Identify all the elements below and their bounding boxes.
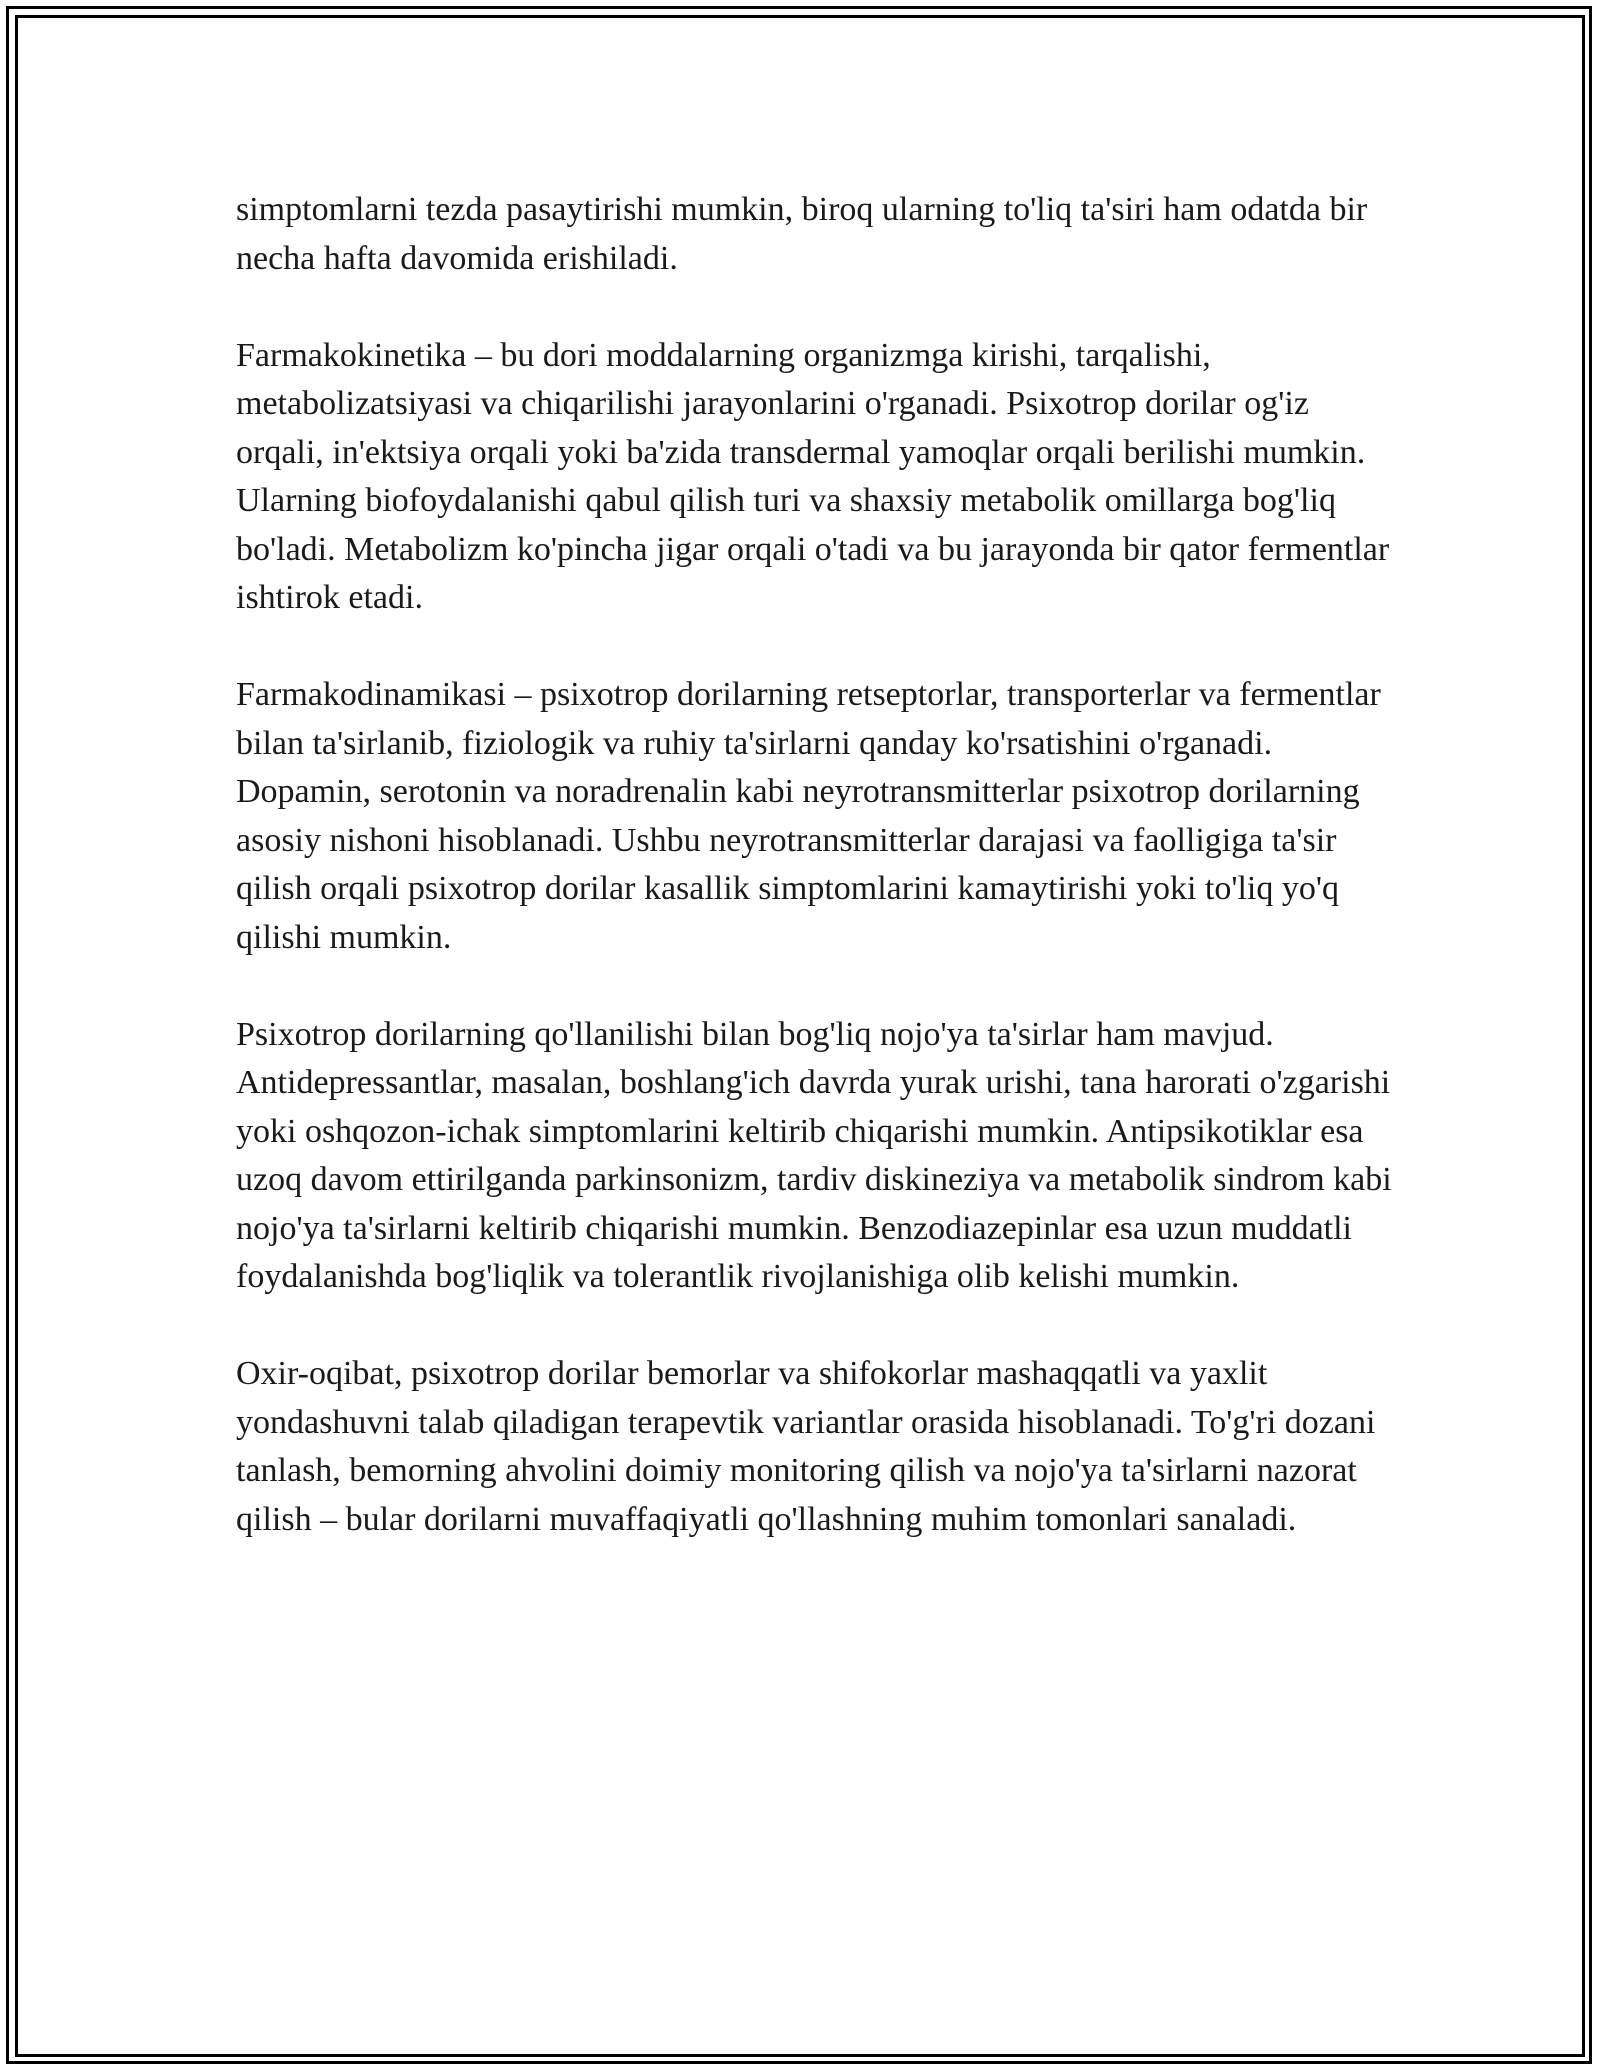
paragraph-side-effects: Psixotrop dorilarning qo'llanilishi bilan bog'liq nojo'ya ta'sirlar ham mavjud. Antidepressantlar, masalan, boshlang'ich davrda yurak urishi, tana harorati o'zgarishi yoki oshqozon-ichak simptomlarini keltirib chiqarishi mumkin. Antipsikotiklar esa uzoq davom ettirilganda parkinsonizm, tardiv diskineziya va metabolik sindrom kabi nojo'ya ta'sirlarni keltirib chiqarishi mumkin. Benzodiazepinlar esa uzun muddatli foydalanishda bog'liqlik va tolerantlik rivojlanishiga olib kelishi mumkin. xyxy=(236,1015,1392,1295)
document-body xyxy=(236,186,1396,1593)
paragraph-continuation: simptomlarni tezda pasaytirishi mumkin, biroq ularning to'liq ta'siri ham odatda bir necha hafta davomida erishiladi. xyxy=(236,191,1368,277)
paragraph-pharmacodynamics: Farmakodinamikasi – psixotrop dorilarning retseptorlar, transporterlar va fermentlar bilan ta'sirlanib, fiziologik va ruhiy ta'sirlarni qanday ko'rsatishini o'rganadi. Dopamin, serotonin va noradrenalin kabi neyrotransmitterlar psixotrop dorilarning asosiy nishoni hisoblanadi. Ushbu neyrotransmitterlar darajasi va faolligiga ta'sir qilish orqali psixotrop dorilar kasallik simptomlarini kamaytirishi yoki to'liq yo'q qilishi mumkin. xyxy=(236,676,1381,956)
paragraph-pharmacokinetics: Farmakokinetika – bu dori moddalarning organizmga kirishi, tarqalishi, metabolizatsiyasi va chiqarilishi jarayonlarini o'rganadi. Psixotrop dorilar og'iz orqali, in'ektsiya orqali yoki ba'zida transdermal yamoqlar orqali berilishi mumkin. Ularning biofoydalanishi qabul qilish turi va shaxsiy metabolik omillarga bog'liq bo'ladi. Metabolizm ko'pincha jigar orqali o'tadi va bu jarayonda bir qator fermentlar ishtirok etadi. xyxy=(236,336,1390,616)
paragraph-conclusion: Oxir-oqibat, psixotrop dorilar bemorlar va shifokorlar mashaqqatli va yaxlit yondashuvni talab qiladigan terapevtik variantlar orasida hisoblanadi. To'g'ri dozani tanlash, bemorning ahvolini doimiy monitoring qilish va nojo'ya ta'sirlarni nazorat qilish – bular dorilarni muvaffaqiyatli qo'llashning muhim tomonlari sanaladi. xyxy=(236,1355,1376,1538)
